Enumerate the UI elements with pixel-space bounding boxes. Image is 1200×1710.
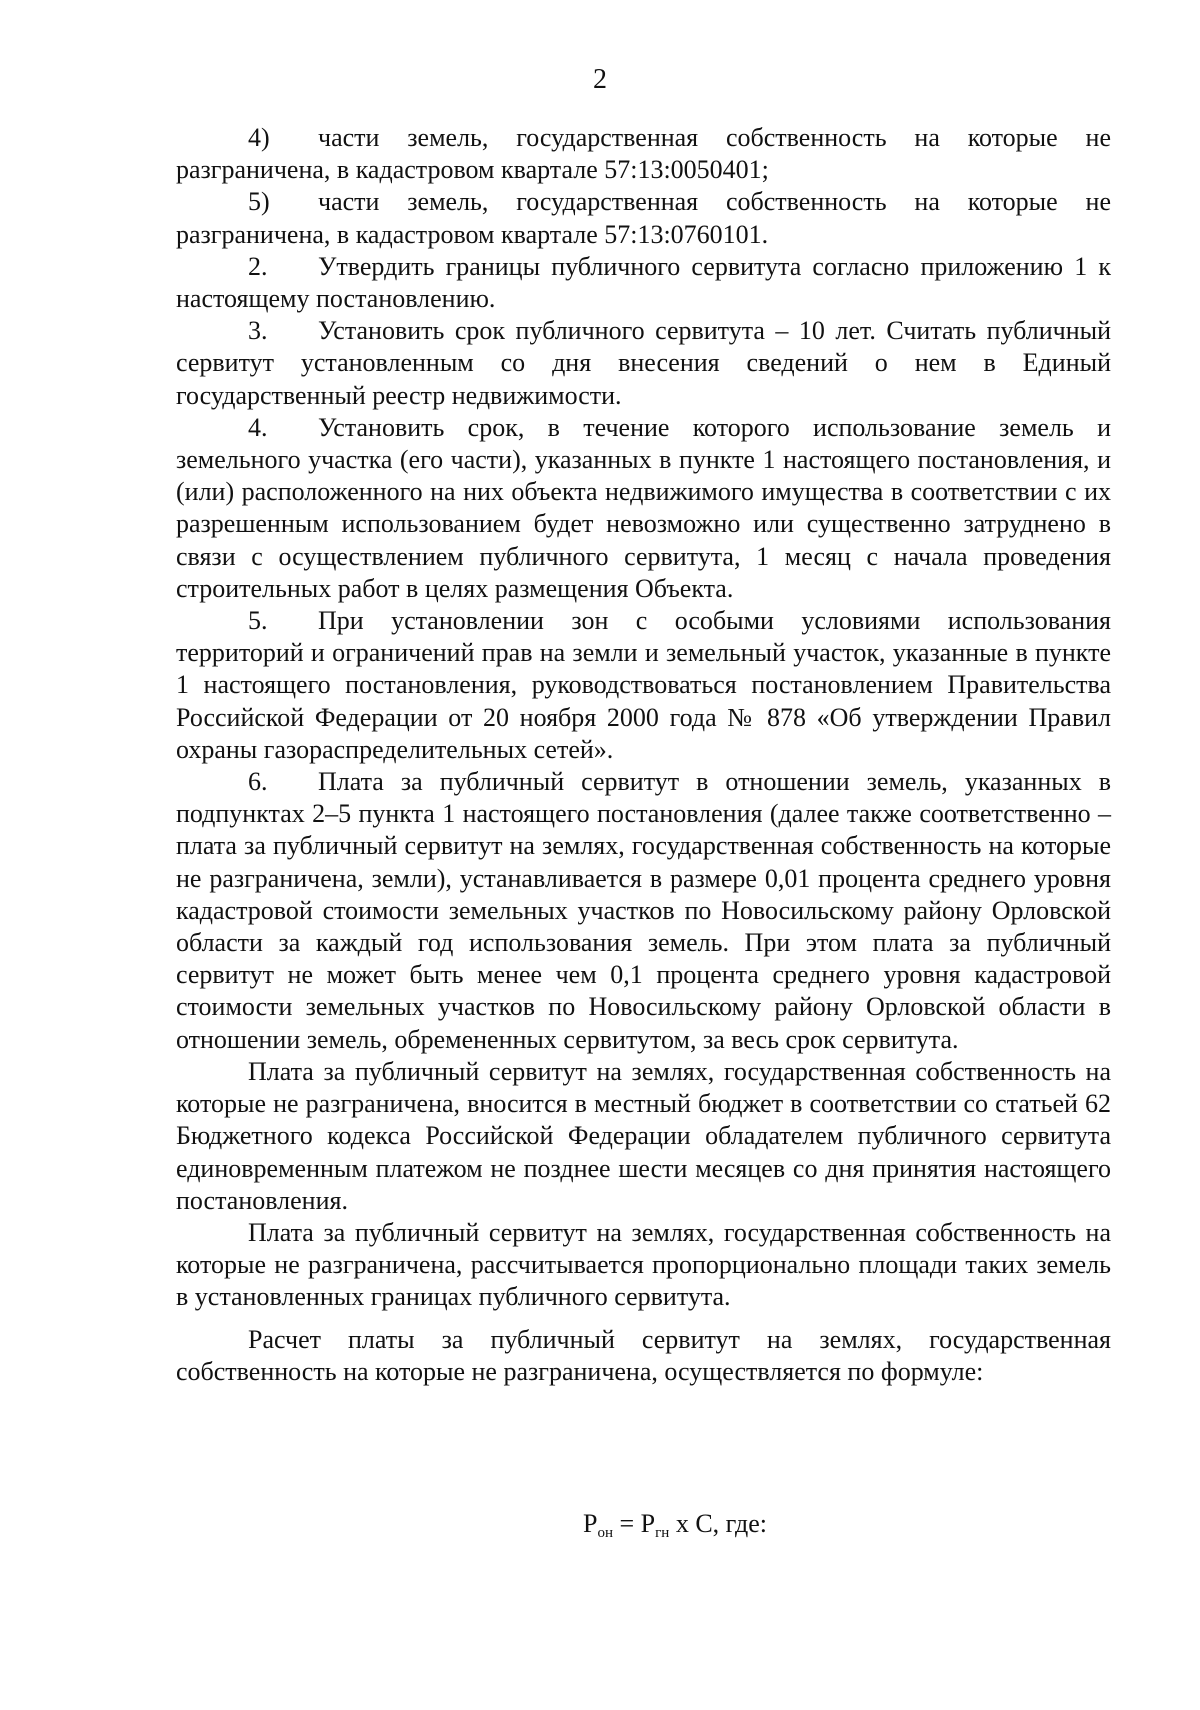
paragraph-clause-2 [176, 251, 1111, 315]
formula-expression [583, 1508, 767, 1540]
clause-number: 2. [248, 251, 268, 281]
paragraph-text: части земель, государственная собственность на которые не разграничена, в кадастровом квартале 57:13:0760101. [176, 187, 1111, 249]
paragraph-text: Утвердить границы публичного сервитута согласно приложению 1 к настоящему постановлению. [176, 251, 1111, 314]
paragraph-clause-3 [176, 315, 1111, 412]
formula-tail: х С, где: [669, 1509, 768, 1538]
paragraph-text: Установить срок публичного сервитута – 10 лет. Считать публичный сервитут установленным со дня внесения сведений о нем в Единый государственный реестр недвижимости. [176, 316, 1111, 410]
clause-number: 5. [248, 606, 268, 636]
formula-rhs: P [640, 1509, 656, 1538]
paragraph-payment-budget [176, 1056, 1111, 1217]
clause-number: 3. [248, 316, 268, 346]
paragraph-payment-formula-intro [176, 1324, 1111, 1388]
paragraph-item-4 [176, 122, 1111, 186]
paragraph-clause-4 [176, 412, 1111, 605]
paragraph-text: При установлении зон с особыми условиями использования территорий и ограничений прав на земли и земельный участок, указанные в пункте 1 настоящего постановления, руководствоваться постановлением Правительства Российской Федерации от 20 ноября 2000 года № 878 «Об утверждении Правил охраны газораспределительных сетей». [176, 606, 1111, 764]
paragraph-text: Плата за публичный сервитут на землях, государственная собственность на которые не разграничена, вносится в местный бюджет в соответствии со статьей 62 Бюджетного кодекса Российской Федерации обладателем публичного сервитута единовременным платежом не позднее шести месяцев со дня принятия настоящего постановления. [176, 1056, 1111, 1215]
paragraph-text: Плата за публичный сервитут на землях, государственная собственность на которые не разграничена, рассчитывается пропорционально площади таких земель в установленных границах публичного сервитута. [176, 1217, 1111, 1312]
clause-number: 6. [248, 767, 268, 797]
paragraph-text: Установить срок, в течение которого использование земель и земельного участка (его части), указанных в пункте 1 настоящего постановления, и (или) расположенного на них объекта недвижимого имущества в соответствии с их разрешенным использованием будет невозможно или существенно затруднено в связи с осуществлением публичного сервитута, 1 месяц с начала проведения строительных работ в целях размещения Объекта. [176, 412, 1111, 603]
paragraph-text: части земель, государственная собственность на которые не разграничена, в кадастровом квартале 57:13:0050401; [176, 123, 1111, 185]
paragraph-text: Плата за публичный сервитут в отношении земель, указанных в подпунктах 2–5 пункта 1 настоящего постановления (далее также соответственно – плата за публичный сервитут на землях, государственная собственность на которые не разграничена, земли), устанавливается в размере 0,01 процента среднего уровня кадастровой стоимости земельных участков по Новосильскому району Орловской области за каждый год использования земель. При этом плата за публичный сервитут не может быть менее чем 0,1 процента среднего уровня кадастровой стоимости земельных участков по Новосильскому району Орловской области в отношении земель, обремененных сервитутом, за весь срок сервитута. [176, 767, 1111, 1054]
clause-number: 4. [248, 412, 268, 442]
item-number: 4) [248, 123, 270, 152]
document-body [176, 122, 1111, 1388]
item-number: 5) [248, 187, 270, 217]
page-number: 2 [593, 64, 607, 95]
formula-lhs-subscript: он [597, 1525, 613, 1541]
formula-lhs: P [583, 1509, 598, 1538]
paragraph-item-5 [176, 186, 1111, 250]
formula-equals: = [613, 1509, 641, 1538]
formula-rhs-subscript: гн [655, 1525, 670, 1541]
paragraph-text: Расчет платы за публичный сервитут на землях, государственная собственность на которые не разграничена, осуществляется по формуле: [176, 1324, 1111, 1386]
paragraph-payment-proportional [176, 1217, 1111, 1314]
paragraph-clause-6 [176, 766, 1111, 1056]
paragraph-clause-5 [176, 605, 1111, 766]
